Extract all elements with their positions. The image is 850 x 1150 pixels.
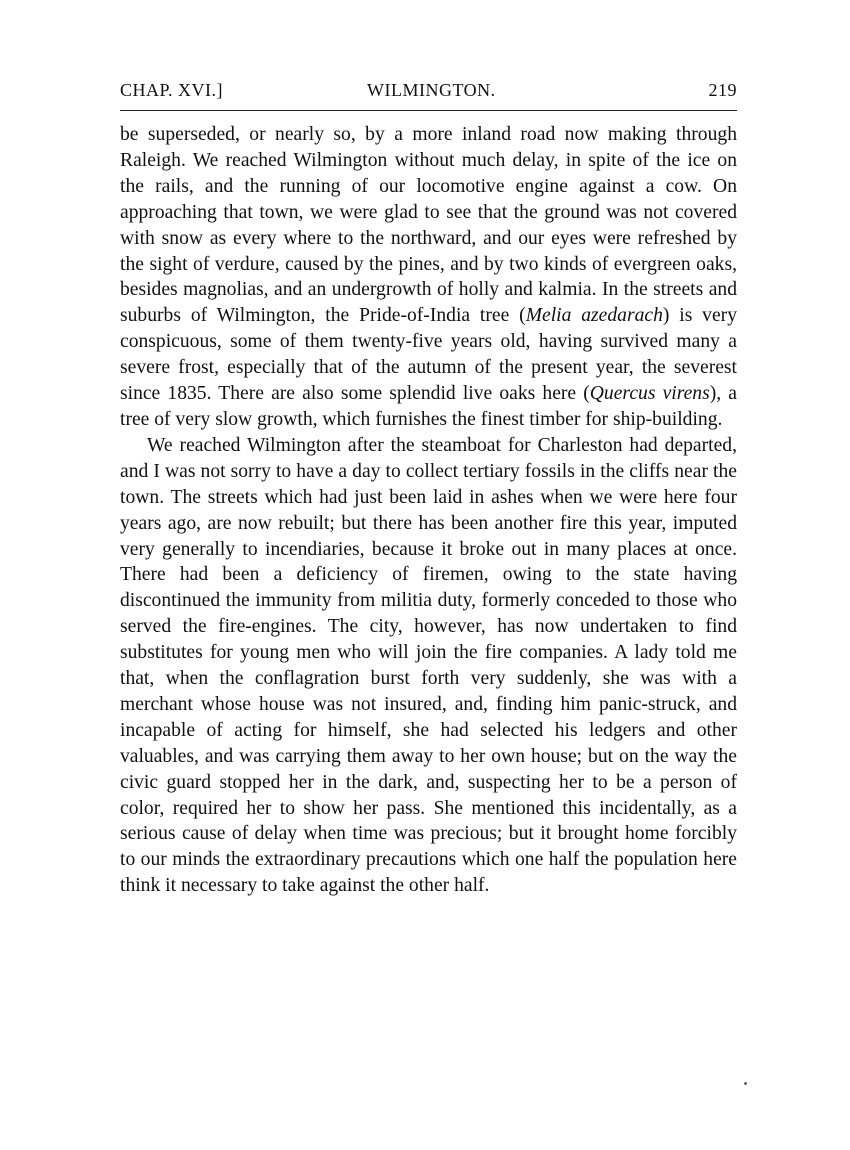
paragraph [120,433,737,899]
text-segment: ), a tree of very slow growth, which furnishes the finest timber for ship-building. [120,383,737,430]
text-segment: be superseded, or nearly so, by a more inland road now making through Raleigh. We reached Wilmington without much delay, in spite of the ice on the rails, and the running of our locomotive engine against a cow. On approaching that town, we were glad to see that the ground was not covered with snow as every where to the northward, and our eyes were refreshed by the sight of verdure, caused by the pines, and by two kinds of evergreen oaks, besides magnolias, and an undergrowth of holly and kalmia. In the streets and suburbs of Wilmington, the Pride-of-India tree ( [120,124,737,327]
print-speck [744,1082,747,1085]
chapter-label: CHAP. XVI.] [120,80,224,100]
text-segment: ) is very conspicuous, some of them twenty-five years old, having survived many a severe frost, especially that of the autumn of the present year, the severest since 1835. There are also some splendid live oaks here ( [120,305,737,405]
species-name: Quercus virens [589,383,710,405]
page-title: WILMINGTON. [367,80,496,100]
running-head [120,80,737,104]
page-number: 219 [708,80,737,100]
body-text [120,122,737,899]
species-name: Melia azedarach [525,305,663,327]
paragraph [120,122,737,433]
header-rule [120,110,737,111]
text-segment: We reached Wilmington after the steamboat for Charleston had departed, and I was not sorry to have a day to collect tertiary fossils in the cliffs near the town. The streets which had just been laid in ashes when we were here four years ago, are now rebuilt; but there has been another fire this year, imputed very generally to incendiaries, because it broke out in many places at once. There had been a deficiency of firemen, owing to the state having discontinued the immunity from militia duty, formerly conceded to those who served the fire-engines. The city, however, has now undertaken to find substitutes for young men who will join the fire companies. A lady told me that, when the conflagration burst forth very suddenly, she was with a merchant whose house was not insured, and, finding him panic-struck, and incapable of acting for himself, she had selected his ledgers and other valuables, and was carrying them away to her own house; but on the way the civic guard stopped her in the dark, and, suspecting her to be a person of color, required her to show her pass. She mentioned this incidentally, as a serious cause of delay when time was precious; but it brought home forcibly to our minds the extraordinary precautions which one half the population here think it necessary to take against the other half. [120,434,737,897]
